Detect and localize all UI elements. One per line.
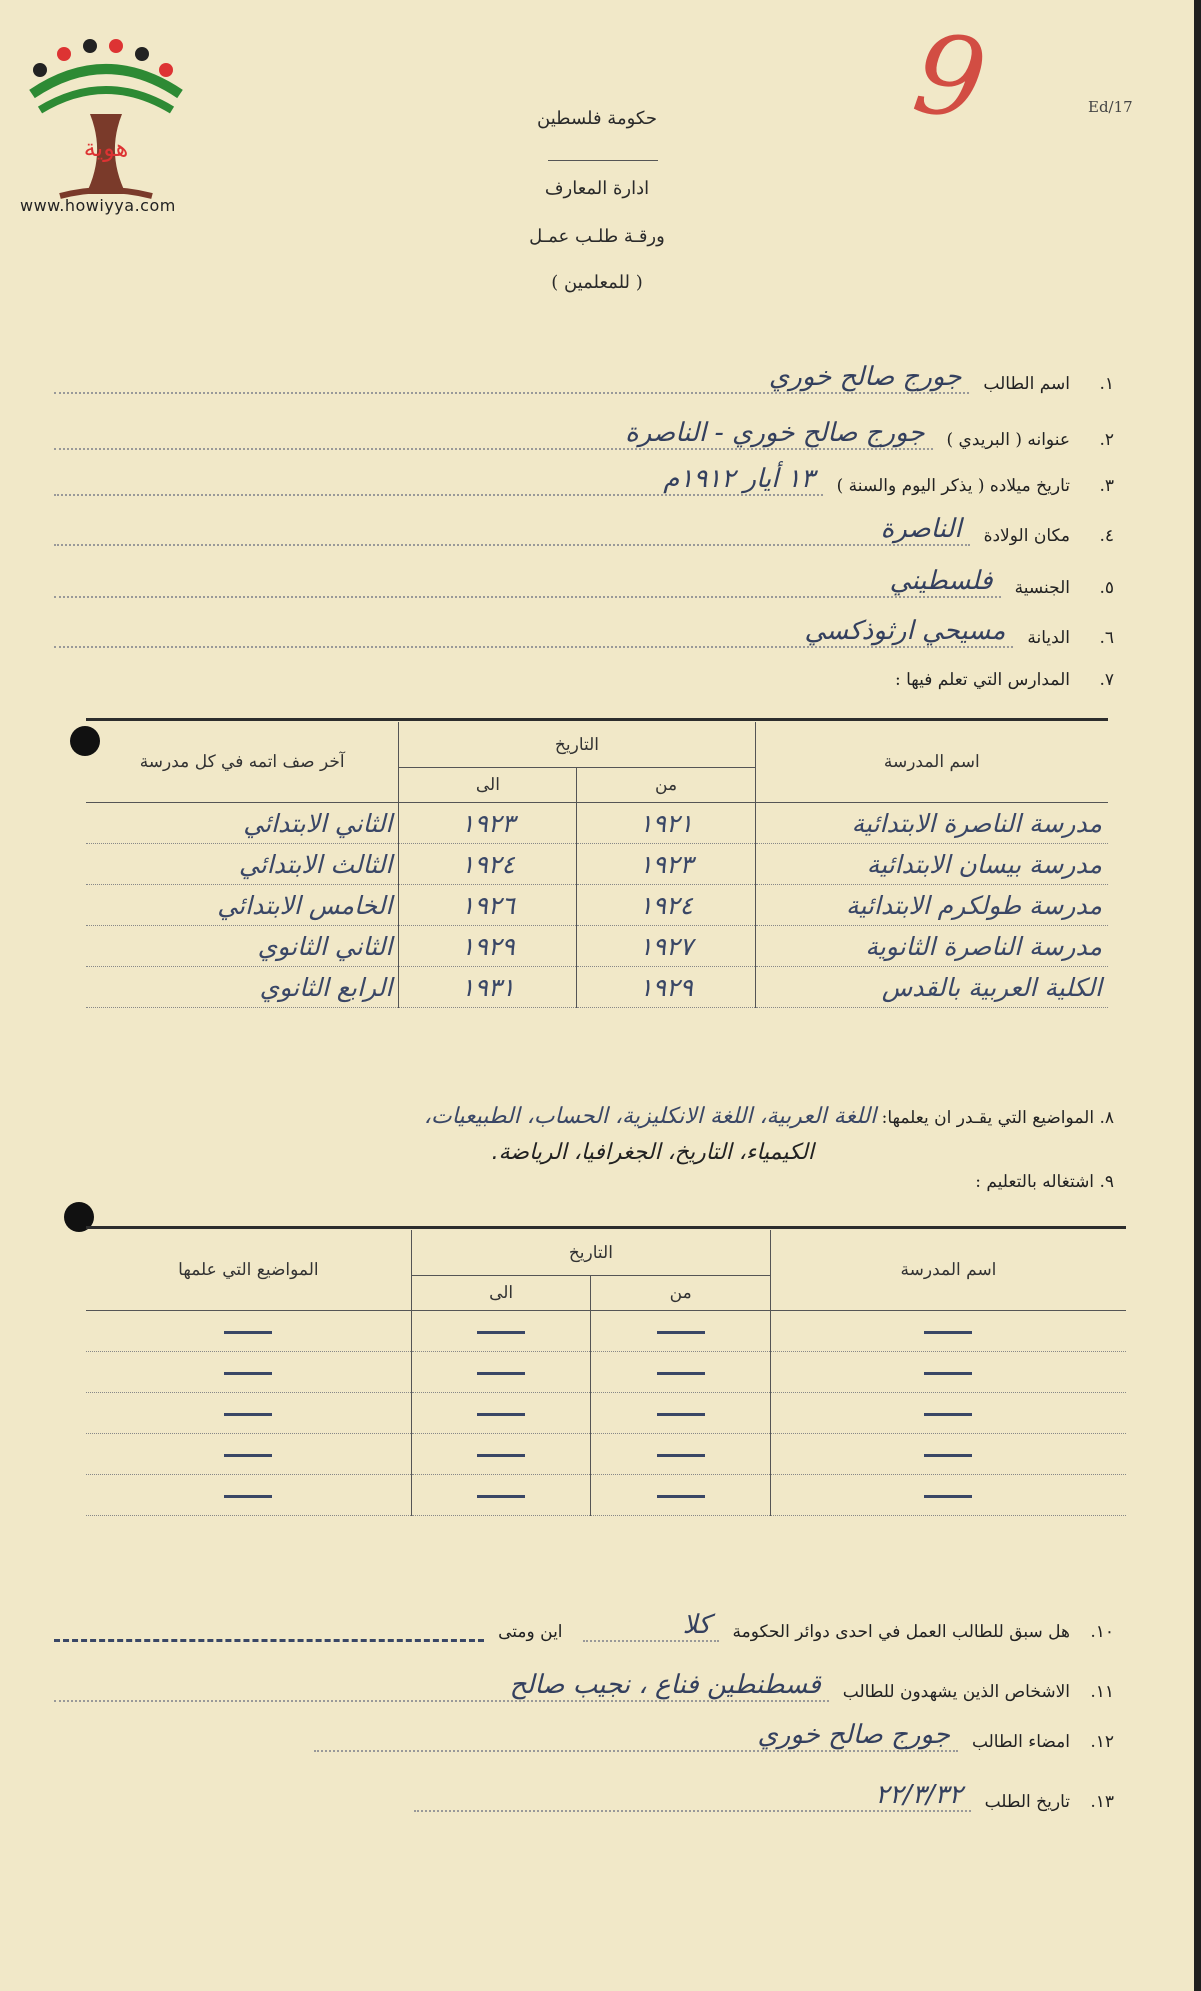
field-address-value: جورج صالح خوري - الناصرة — [54, 418, 933, 450]
field-religion-value: مسيحي ارثوذكسي — [54, 616, 1013, 648]
field-previous-gov-work: ١٠. هل سبق للطالب العمل في احدى دوائر الحكومة كلا اين ومتى — [54, 1610, 1114, 1642]
table-row: مدرسة الناصرة الثانوية ١٩٢٧ ١٩٢٩ الثاني الثانوي — [86, 926, 1108, 967]
table-row — [86, 1311, 1126, 1352]
table-row: الكلية العربية بالقدس ١٩٢٩ ١٩٣١ الرابع الثانوي — [86, 967, 1108, 1008]
col-date: التاريخ — [411, 1230, 770, 1276]
government-title: حكومة فلسطين — [537, 108, 657, 129]
col-from: من — [591, 1276, 771, 1311]
field-birthplace: ٤. مكان الولادة الناصرة — [54, 514, 1114, 546]
table-row: مدرسة الناصرة الابتدائية ١٩٢١ ١٩٢٣ الثاني الابتدائي — [86, 803, 1108, 844]
field-application-date: ١٣. تاريخ الطلب ٢٢/٣/٣٢ — [414, 1780, 1114, 1812]
department-title: ادارة المعارف — [544, 178, 650, 199]
logo-url: www.howiyya.com — [20, 196, 176, 215]
field-signature: ١٢. امضاء الطالب جورج صالح خوري — [314, 1720, 1114, 1752]
field-nationality: ٥. الجنسية فلسطيني — [54, 566, 1114, 598]
field-teaching-heading: ٩. اشتغاله بالتعليم : — [975, 1172, 1114, 1192]
field-subjects-value-1: اللغة العربية، اللغة الانكليزية، الحساب، الطبيعيات، — [423, 1104, 877, 1129]
field-address: ٢. عنوانه ( البريدي ) جورج صالح خوري - الناصرة — [54, 418, 1114, 450]
form-title: ورقـة طلـب عمـل — [529, 226, 665, 247]
col-to: الى — [411, 1276, 591, 1311]
field-previous-gov-work-value: كلا — [583, 1610, 719, 1642]
field-application-date-value: ٢٢/٣/٣٢ — [414, 1780, 971, 1812]
table-top-rule — [86, 1226, 1126, 1229]
table-row — [86, 1393, 1126, 1434]
field-religion: ٦. الديانة مسيحي ارثوذكسي — [54, 616, 1114, 648]
col-from: من — [577, 768, 755, 803]
schools-table — [86, 722, 1108, 1008]
table-row — [86, 1434, 1126, 1475]
svg-text:هوية: هوية — [83, 134, 129, 162]
field-name: ١. اسم الطالب جورج صالح خوري — [54, 362, 1114, 394]
reference-number: Ed/17 — [1088, 98, 1133, 116]
field-birthdate-value: ١٣ أيار ١٩١٢م — [54, 464, 823, 496]
field-birthplace-value: الناصرة — [54, 514, 970, 546]
field-nationality-value: فلسطيني — [54, 566, 1001, 598]
table-row: مدرسة طولكرم الابتدائية ١٩٢٤ ١٩٢٦ الخامس الابتدائي — [86, 885, 1108, 926]
form-subtitle: ( للمعلمين ) — [551, 272, 643, 293]
field-signature-value: جورج صالح خوري — [314, 1720, 958, 1752]
field-subjects: ٨. المواضيع التي يقـدر ان يعلمها: اللغة العربية، اللغة الانكليزية، الحساب، الطبيعيات، — [423, 1104, 1114, 1129]
header-rule — [548, 160, 658, 161]
col-to: الى — [399, 768, 577, 803]
field-schools-heading: ٧. المدارس التي تعلم فيها : — [894, 670, 1114, 690]
col-date: التاريخ — [399, 722, 755, 768]
col-school-name: اسم المدرسة — [770, 1230, 1126, 1311]
col-subjects-taught: المواضيع التي علمها — [86, 1230, 411, 1311]
col-last-class: آخر صف اتمه في كل مدرسة — [86, 722, 399, 803]
field-birthdate: ٣. تاريخ ميلاده ( يذكر اليوم والسنة ) ١٣ أيار ١٩١٢م — [54, 464, 1114, 496]
teaching-table — [86, 1230, 1126, 1516]
table-row — [86, 1475, 1126, 1516]
table-top-rule — [86, 718, 1108, 721]
field-subjects-value-2: الكيمياء، التاريخ، الجغرافيا، الرياضة. — [491, 1140, 814, 1165]
handwritten-page-number: 9 — [906, 8, 994, 146]
col-school-name: اسم المدرسة — [755, 722, 1108, 803]
field-references-value: قسطنطين فناع ، نجيب صالح — [54, 1670, 829, 1702]
field-name-value: جورج صالح خوري — [54, 362, 969, 394]
table-row — [86, 1352, 1126, 1393]
table-row: مدرسة بيسان الابتدائية ١٩٢٣ ١٩٢٤ الثالث الابتدائي — [86, 844, 1108, 885]
field-references: ١١. الاشخاص الذين يشهدون للطالب قسطنطين فناع ، نجيب صالح — [54, 1670, 1114, 1702]
